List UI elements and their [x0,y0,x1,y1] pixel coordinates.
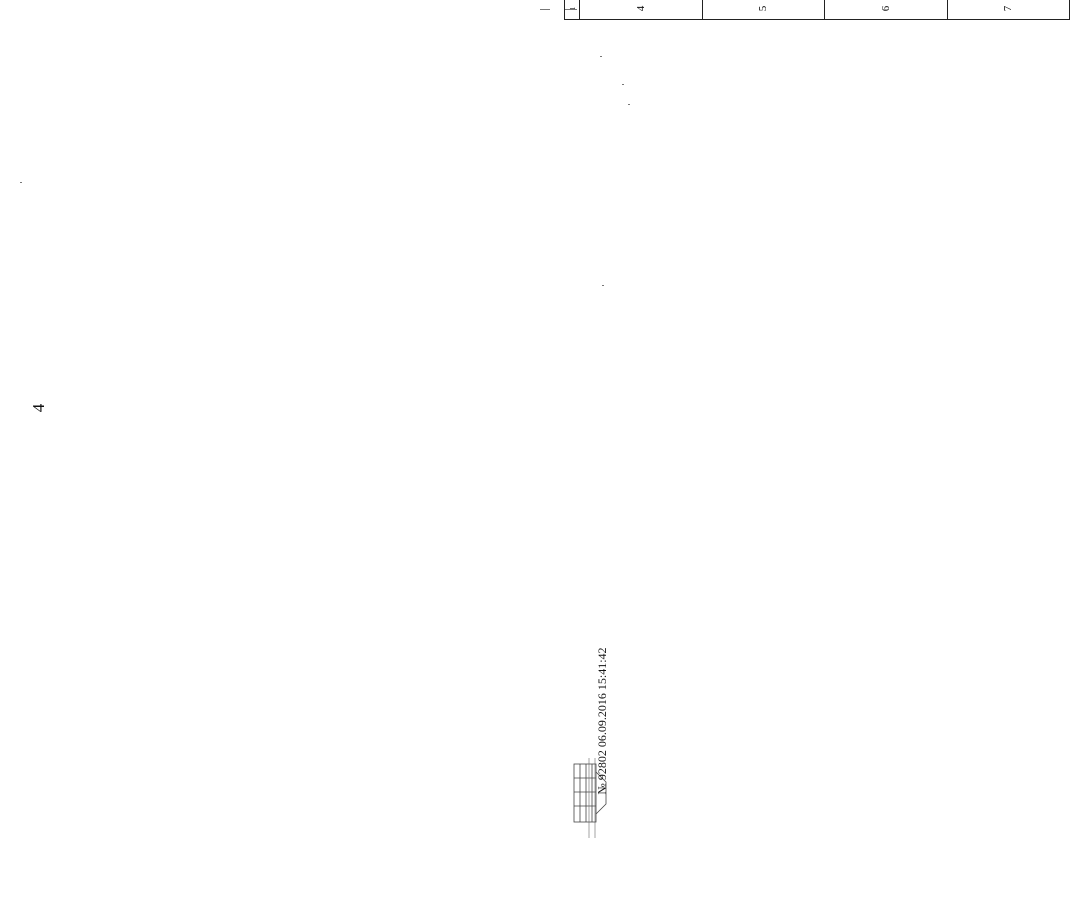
table-row [580,0,703,20]
table-cell: 7 [947,0,1070,20]
table-row [825,0,948,20]
table-cell: 6 [825,0,948,20]
table-cell: 5 [702,0,825,20]
table-row [702,0,825,20]
table-cell: 4 [580,0,703,20]
document-table [564,0,1070,20]
page-number: 4 [29,403,48,413]
registration-stamp: № 92802 06.09.2016 15:41:42 [595,647,609,795]
table-row [947,0,1070,20]
